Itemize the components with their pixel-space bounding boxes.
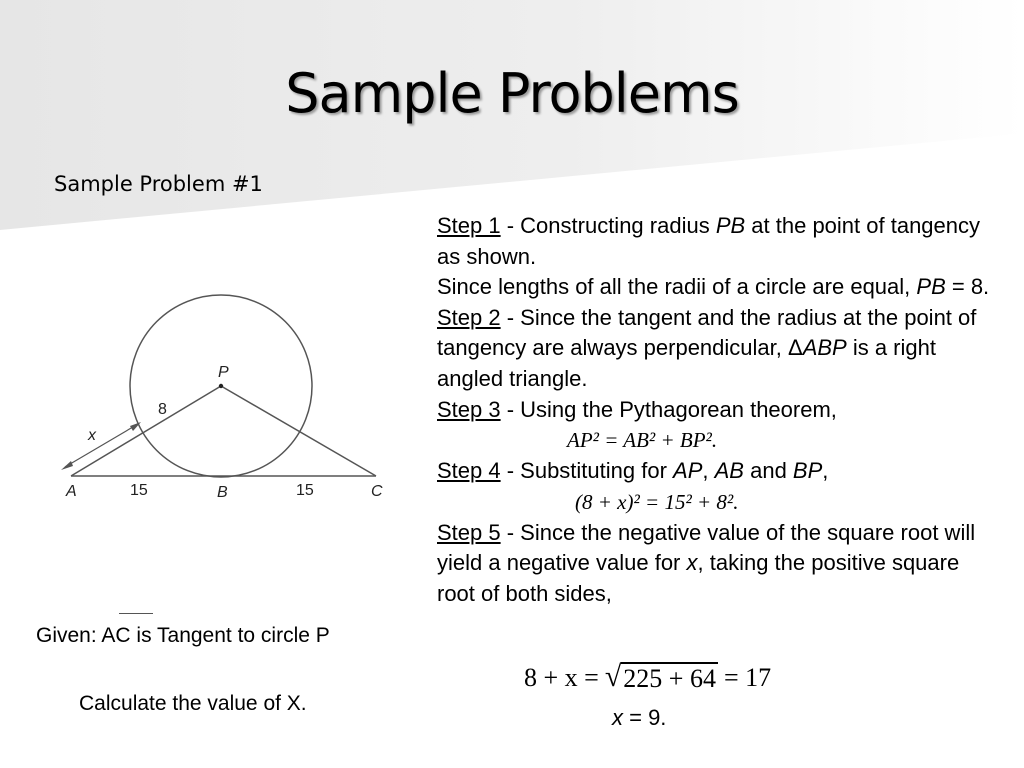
label-c: C: [371, 483, 383, 500]
step-2-label: Step 2: [437, 304, 501, 330]
step-3: [437, 395, 997, 426]
step-2: [437, 303, 997, 395]
step-4-end: ,: [822, 458, 829, 484]
step-2-text-a: - Since the tangent and the radius at the point of tangency are always perpendicular, Δ: [437, 304, 977, 361]
radicand: 225 + 64: [623, 664, 716, 693]
label-a: A: [66, 483, 77, 500]
step-4-var-bp: BP: [792, 458, 823, 484]
step-4-equation: (8 + x)² = 15² + 8².: [575, 489, 739, 514]
tangent-circle-diagram: [50, 285, 400, 505]
step-4-var-ab: AB: [714, 458, 744, 484]
step-5-label: Step 5: [437, 519, 501, 545]
final-equation-left: 8 + x =: [524, 663, 599, 692]
given-suffix: is Tangent to circle P: [130, 624, 330, 647]
step-5-text-b: , taking the positive square root of both sides,: [437, 550, 960, 606]
segment-pc: [221, 386, 376, 476]
step-4: [437, 456, 997, 487]
step-2-text-b: is a right angled triangle.: [437, 335, 936, 391]
step-1-label: Step 1: [437, 213, 501, 238]
step-1-text-d: = 8.: [945, 274, 990, 300]
x-dimension-arrow: [65, 424, 138, 467]
step-1-text-a: - Constructing radius: [500, 213, 716, 238]
step-3-label: Step 3: [437, 396, 501, 422]
step-4-equation-row: [437, 487, 997, 518]
radical-sign-icon: √: [604, 660, 622, 693]
label-x: x: [88, 427, 96, 444]
step-3-equation-row: [437, 425, 997, 456]
step-1-continuation: [437, 272, 997, 303]
step-1-text-c: Since lengths of all the radii of a circle are equal,: [437, 274, 917, 300]
result-var: x: [612, 705, 623, 730]
step-3-equation: AP² = AB² + BP².: [567, 428, 718, 453]
final-result: [612, 705, 666, 731]
arrowhead-start: [61, 461, 73, 470]
step-1-text-b: at the point of tangency as shown.: [437, 213, 981, 269]
square-root: [605, 662, 718, 694]
step-2-var: ABP: [802, 335, 847, 361]
step-1: [437, 211, 997, 272]
segment-overline: [119, 613, 153, 614]
step-4-sep-2: and: [743, 458, 793, 484]
calculate-instruction: Calculate the value of X.: [79, 692, 307, 715]
final-equation-right: = 17: [723, 663, 772, 692]
point-p: [219, 384, 223, 388]
given-statement: [36, 624, 330, 648]
given-segment: AC: [101, 624, 131, 647]
final-equation: [524, 662, 771, 694]
slide-title: Sample Problems: [285, 62, 739, 125]
step-4-var-ap: AP: [673, 458, 703, 484]
step-4-label: Step 4: [437, 458, 501, 484]
step-5: [437, 518, 997, 610]
label-radius: 8: [158, 401, 167, 418]
label-b: B: [217, 484, 228, 501]
step-5-text-a: - Since the negative value of the square root will yield a negative value for: [437, 519, 976, 576]
step-3-text: - Using the Pythagorean theorem,: [500, 396, 837, 422]
solution-steps: [437, 211, 997, 610]
label-ab-length: 15: [130, 482, 148, 499]
label-bc-length: 15: [296, 482, 314, 499]
given-prefix: Given:: [36, 624, 102, 647]
step-4-text: - Substituting for: [500, 458, 674, 484]
label-p: P: [218, 364, 229, 381]
step-1-var: PB: [715, 213, 746, 238]
problem-subtitle: Sample Problem #1: [54, 172, 263, 196]
step-4-sep-1: ,: [702, 458, 715, 484]
step-1-var-2: PB: [916, 274, 946, 300]
step-5-var: x: [686, 550, 698, 576]
result-value: = 9.: [623, 705, 667, 730]
